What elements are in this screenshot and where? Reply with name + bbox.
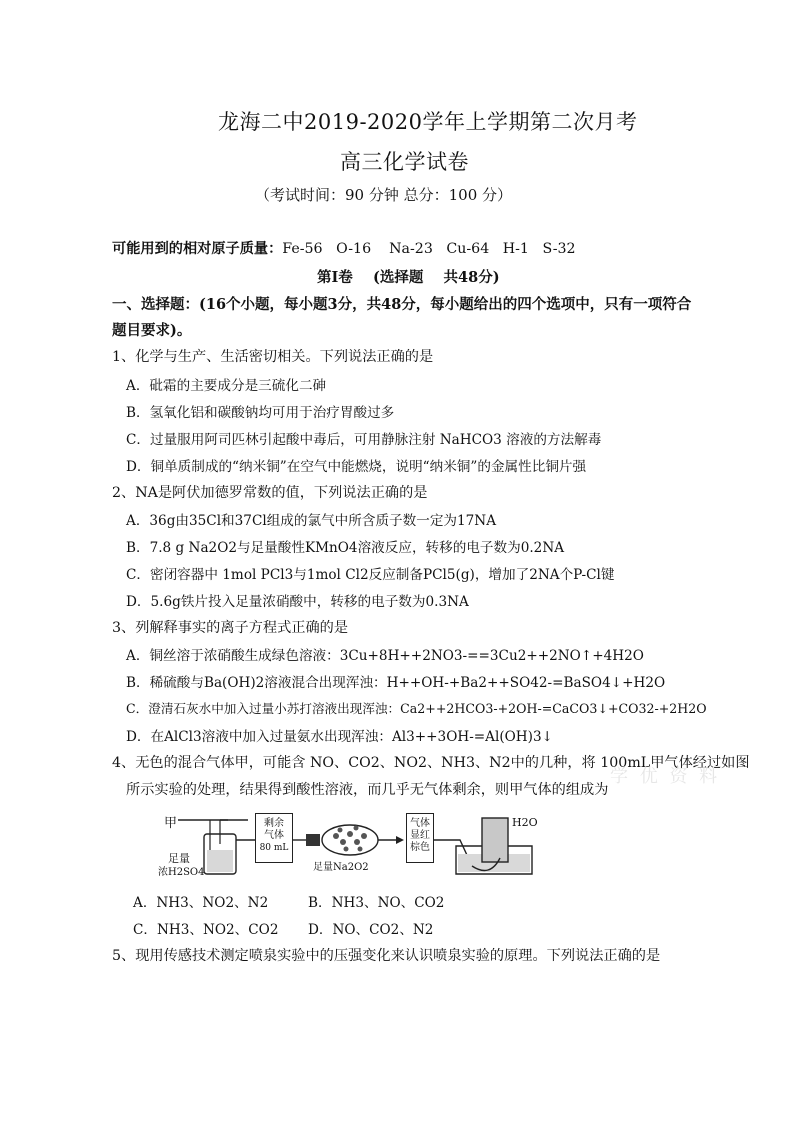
q2-option-c: C．密闭容器中 1mol PCl3与1mol Cl2反应制备PCl5(g)，增加了2NA个P-Cl键 — [126, 567, 615, 583]
question-4-stem: 4、无色的混合气体甲，可能含 NO、CO2、NO2、NH3、N2中的几种，将 100mL甲气体经过如图 — [112, 755, 750, 771]
question-4-stem-cont: 所示实验的处理，结果得到酸性溶液，而几乎无气体剩余，则甲气体的组成为 — [126, 782, 609, 798]
box2-line3: 棕色 — [410, 842, 430, 853]
q4-option-a: A．NH3、NO2、N2 — [133, 895, 269, 911]
q1-option-b: B．氢氧化铝和碳酸钠均可用于治疗胃酸过多 — [126, 405, 395, 421]
box2-line2: 显红 — [410, 830, 430, 841]
watermark: 学 优 资 料 — [610, 766, 721, 787]
box1-line3: 80 mL — [259, 843, 289, 853]
label-acid-amount: 足量 — [168, 852, 190, 865]
label-conc-h2so4: 浓H2SO4 — [158, 867, 205, 878]
q2-option-d: D．5.6g铁片投入足量浓硝酸中，转移的电子数为0.3NA — [126, 594, 469, 610]
section1-line2: 题目要求)。 — [112, 322, 192, 339]
question-2-stem: 2、NA是阿伏加德罗常数的值，下列说法正确的是 — [112, 485, 428, 501]
atomic-masses — [112, 238, 576, 258]
q2-option-b: B．7.8 g Na2O2与足量酸性KMnO4溶液反应，转移的电子数为0.2NA — [126, 540, 565, 556]
atomic-masses-values: Fe-56 O-16 Na-23 Cu-64 H-1 S-32 — [282, 241, 576, 257]
q2-option-a: A．36g由35Cl和37Cl组成的氯气中所含质子数一定为17NA — [126, 513, 497, 529]
q4-option-c: C．NH3、NO2、CO2 — [133, 922, 279, 938]
q3-option-c: C．澄清石灰水中加入过量小苏打溶液出现浑浊：Ca2++2HCO3-+2OH-=CaCO3↓+CO32-+2H2O — [126, 701, 707, 716]
box-red-brown-gas — [406, 813, 434, 863]
q4-option-b: B．NH3、NO、CO2 — [308, 895, 445, 911]
q1-option-c: C．过量服用阿司匹林引起酸中毒后，可用静脉注射 NaHCO3 溶液的方法解毒 — [126, 432, 602, 448]
label-jia: 甲 — [164, 816, 178, 831]
section1-line1: 一、选择题：(16个小题，每小题3分，共48分，每小题给出的四个选项中，只有一项符合 — [112, 296, 692, 313]
q3-option-a: A．铜丝溶于浓硝酸生成绿色溶液：3Cu+8H++2NO3-==3Cu2++2NO↑+4H2O — [126, 648, 644, 664]
box-remaining-gas — [255, 813, 293, 863]
exam-info: （考试时间：90 分钟 总分：100 分） — [255, 186, 513, 204]
part1-heading: 第Ⅰ卷 (选择题 共48分) — [317, 269, 500, 286]
question-1-stem: 1、化学与生产、生活密切相关。下列说法正确的是 — [112, 349, 434, 365]
paper-subtitle: 高三化学试卷 — [340, 150, 469, 174]
q3-option-b: B．稀硫酸与Ba(OH)2溶液混合出现浑浊：H++OH-+Ba2++SO42-=BaSO4↓+H2O — [126, 675, 666, 691]
q3-option-d: D．在AlCl3溶液中加入过量氨水出现浑浊：Al3++3OH-=Al(OH)3↓ — [126, 729, 553, 745]
box2-line1: 气体 — [410, 818, 430, 829]
exam-title: 龙海二中2019-2020学年上学期第二次月考 — [218, 110, 638, 134]
box1-line1: 剩余 — [264, 818, 284, 829]
label-water: H2O — [512, 816, 538, 829]
atomic-masses-label: 可能用到的相对原子质量： — [112, 241, 283, 257]
question-3-stem: 3、列解释事实的离子方程式正确的是 — [112, 620, 349, 636]
apparatus-diagram — [160, 806, 540, 878]
q4-option-d: D．NO、CO2、N2 — [308, 922, 434, 938]
box1-line2: 气体 — [264, 830, 284, 841]
q1-option-d: D．铜单质制成的“纳米铜”在空气中能燃烧，说明“纳米铜”的金属性比铜片强 — [126, 459, 587, 475]
label-na2o2: 足量Na2O2 — [313, 862, 369, 873]
q1-option-a: A．砒霜的主要成分是三硫化二砷 — [126, 378, 327, 394]
question-5-stem: 5、现用传感技术测定喷泉实验中的压强变化来认识喷泉实验的原理。下列说法正确的是 — [112, 948, 661, 964]
